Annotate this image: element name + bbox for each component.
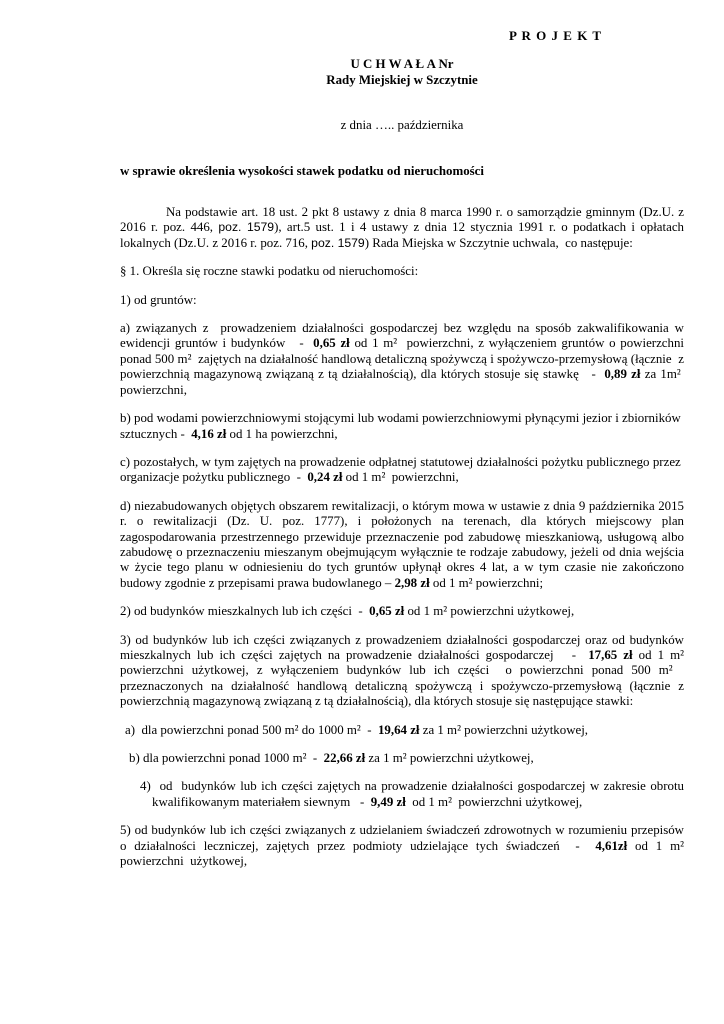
tax-rate-value: 19,64 zł bbox=[377, 722, 420, 737]
text-segment: od 1 m² powierzchni, bbox=[342, 470, 459, 485]
section-1-heading: § 1. Określa się roczne stawki podatku od nieruchomości: bbox=[120, 264, 419, 279]
item-2-paragraph bbox=[120, 604, 684, 619]
item-1c-paragraph bbox=[120, 455, 684, 486]
text-segment: ), art.5 ust. 1 i 4 ustawy z dnia 12 stycznia 1991 r. o podatkach i opłatach lokalnych (Dz.U. z 2016 r. poz. 716, bbox=[120, 220, 684, 250]
tax-rate-value: 17,65 zł bbox=[588, 647, 633, 662]
item-1a-paragraph bbox=[120, 321, 684, 398]
text-segment: poz. 1579 bbox=[311, 235, 365, 250]
item-3-paragraph bbox=[120, 633, 684, 710]
text-segment: a) dla powierzchni ponad 500 m² do 1000 m² - bbox=[125, 722, 378, 737]
text-segment: od 1 m² powierzchni użytkowej, z wyłączeniem budynków lub ich części o powierzchni ponad 500 m² przeznaczonych na działalność handlową detaliczną spożywczą i spożywczo-przemysłową (łącznie z powierzchnią magazynową związaną z tą działalnością), dla których stosuje się następujące stawki: bbox=[120, 647, 684, 709]
legal-basis-paragraph bbox=[120, 205, 684, 251]
text-segment: za 1m² powierzchni, bbox=[120, 367, 684, 397]
title-issuing-body: Rady Miejskiej w Szczytnie bbox=[326, 72, 478, 87]
tax-rate-value: 0,89 zł bbox=[604, 367, 641, 382]
text-segment: od 1 m² powierzchni, z wyłączeniem gruntów o powierzchni ponad 500 m² zajętych na działalność handlową detaliczną spożywczą i spożywczo-przemysłową (łącznie z powierzchnią magazynową związaną z tą działalnością), dla których stosuje się stawkę - bbox=[120, 336, 684, 382]
text-segment: 2) od budynków mieszkalnych lub ich części - bbox=[120, 604, 370, 619]
tax-rate-value: 9,49 zł bbox=[370, 794, 406, 809]
text-segment: za 1 m² powierzchni użytkowej, bbox=[419, 722, 589, 737]
text-segment: b) dla powierzchni ponad 1000 m² - bbox=[129, 751, 324, 765]
item-4-paragraph bbox=[120, 779, 684, 810]
document-title bbox=[120, 57, 684, 88]
item-1b-paragraph bbox=[120, 411, 684, 442]
project-label: P R O J E K T bbox=[509, 28, 602, 43]
text-segment: od 1 m² powierzchni; bbox=[429, 575, 544, 590]
tax-rate-value: 2,98 zł bbox=[394, 575, 430, 590]
text-segment: 5) od budynków lub ich części związanych z udzielaniem świadczeń zdrowotnych w rozumieniu przepisów o działalności leczniczej, zajętych przez podmioty udzielające tych świadczeń - bbox=[120, 823, 684, 853]
text-segment: 3) od budynków lub ich części związanych z prowadzeniem działalności gospodarczej oraz od budynków mieszkalnych lub ich części zajętych na prowadzenie działalności gospodarczej - bbox=[120, 632, 684, 662]
tax-rate-value: 4,61zł bbox=[595, 838, 628, 853]
item-1-heading: 1) od gruntów: bbox=[120, 292, 197, 307]
text-segment: od 1 m² powierzchni użytkowej, bbox=[405, 794, 583, 809]
text-segment: d) niezabudowanych objętych obszarem rewitalizacji, o którym mowa w ustawie z dnia 9 października 2015 r. o rewitalizacji (Dz. U. poz. 1777), i położonych na terenach, dla których miejscowy plan zagospodarowania przestrzennego przewiduje przeznaczenie pod zabudowę mieszkaniową, usługową albo zabudowę o przeznaczeniu mieszanym obejmującym wyłącznie te rodzaje zabudowy, jeżeli od dnia wejścia w życie tego planu w odniesieniu do tych gruntów upłynął okres 4 lat, a w tym czasie nie zakończono budowy zgodnie z przepisami prawa budowlanego – bbox=[120, 498, 684, 590]
text-segment: za 1 m² powierzchni użytkowej, bbox=[365, 751, 534, 765]
tax-rate-value: 0,24 zł bbox=[307, 470, 343, 485]
text-segment: od 1 m² powierzchni użytkowej, bbox=[120, 838, 684, 869]
text-segment: a) związanych z prowadzeniem działalności gospodarczej bez względu na sposób zakwalifikowania w ewidencji gruntów i budynków - bbox=[120, 321, 684, 351]
date-line: z dnia ….. października bbox=[340, 118, 464, 133]
text-segment: 4) od budynków lub ich części zajętych na prowadzenie działalności gospodarczej w zakresie obrotu kwalifikowanym materiałem siewnym - bbox=[140, 779, 684, 809]
tax-rate-value: 0,65 zł bbox=[313, 336, 350, 351]
text-segment: ) Rada Miejska w Szczytnie uchwala, co następuje: bbox=[364, 235, 633, 250]
text-segment: poz. 1579 bbox=[218, 220, 275, 235]
text-segment: Na podstawie art. 18 ust. 2 pkt 8 ustawy z dnia 8 marca 1990 r. o samorządzie gminnym (Dz.U. z 2016 r. poz. 446, bbox=[120, 205, 684, 235]
item-3b-paragraph bbox=[120, 751, 684, 766]
item-5-paragraph bbox=[120, 823, 684, 869]
title-resolution-number: U C H W A Ł A Nr bbox=[350, 57, 454, 72]
item-3a-paragraph bbox=[120, 723, 684, 738]
text-segment: od 1 m² powierzchni użytkowej, bbox=[404, 604, 575, 619]
text-segment: od 1 ha powierzchni, bbox=[226, 426, 338, 441]
tax-rate-value: 22,66 zł bbox=[323, 751, 366, 765]
text-segment: c) pozostałych, w tym zajętych na prowadzenie odpłatnej statutowej działalności pożytku publicznego przez organizacje pożytku publicznego - bbox=[120, 454, 684, 485]
subject-line: w sprawie określenia wysokości stawek podatku od nieruchomości bbox=[120, 163, 484, 178]
text-segment: b) pod wodami powierzchniowymi stojącymi lub wodami powierzchniowymi płynącymi jezior i zbiorników sztucznych - bbox=[120, 411, 684, 441]
tax-rate-value: 0,65 zł bbox=[369, 604, 405, 619]
item-1d-paragraph bbox=[120, 499, 684, 591]
tax-rate-value: 4,16 zł bbox=[191, 426, 227, 441]
